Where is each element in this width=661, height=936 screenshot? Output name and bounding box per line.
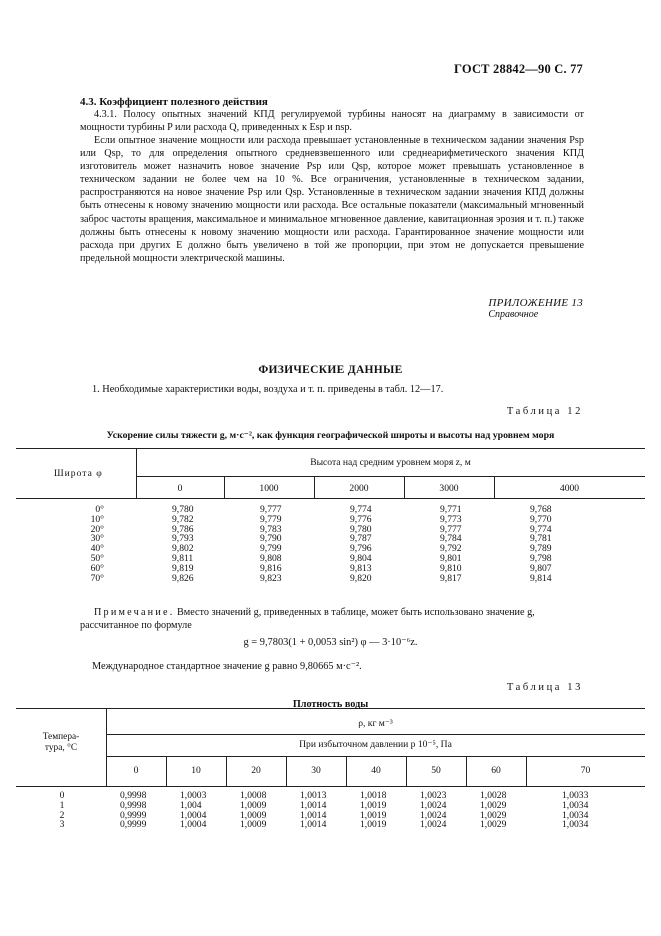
- table13-pressure-header-cell: 40: [371, 765, 381, 776]
- table13-value: 1,0014: [300, 819, 327, 831]
- table13-value: 1,0009: [240, 809, 267, 821]
- international-value: Международное стандартное значение g равно 9,80665 м·с⁻².: [92, 661, 362, 672]
- gravity-formula: g = 9,7803(1 + 0,0053 sin²) φ — 3·10⁻⁶z.: [243, 637, 418, 648]
- table13-col0-header: Темпера- тура, °С: [42, 732, 80, 753]
- table12-value: 9,796: [350, 543, 372, 555]
- table13-value: 0,9999: [120, 819, 147, 831]
- table12-latitude: 0°: [95, 504, 104, 515]
- table12-value: 9,819: [172, 562, 194, 574]
- table12-latitude: 60°: [90, 562, 104, 574]
- table13-pressure-header-cell: 10: [191, 765, 201, 776]
- table12-latitude: 50°: [90, 553, 104, 564]
- table12-value: 9,780: [172, 504, 194, 515]
- table12-latitude: 20°: [90, 523, 104, 535]
- table13-value: 1,0004: [180, 809, 207, 821]
- table13-value: 1,0014: [300, 809, 327, 821]
- note-text: Вместо значений g, приведенных в таблице, может быть использовано значение g, рассчитанное по формуле: [80, 607, 535, 631]
- table13-pressure-header-cell: 70: [580, 765, 591, 776]
- table12: [16, 448, 645, 598]
- main-title: ФИЗИЧЕСКИЕ ДАННЫЕ: [258, 364, 403, 376]
- table13-value: 1,0013: [300, 790, 327, 801]
- table13-value: 1,0029: [480, 809, 507, 821]
- table12-value: 9,787: [350, 533, 372, 545]
- table13-value: 1,0034: [562, 819, 589, 831]
- table12-value: 9,774: [530, 523, 552, 535]
- table13-value: 1,0009: [240, 799, 267, 811]
- table13-pressure-header-cell: 20: [251, 765, 261, 776]
- table12-value: 9,782: [172, 513, 194, 525]
- table12-group-header: Высота над средним уровнем моря z, м: [310, 457, 471, 468]
- table12-height-header: 0: [177, 483, 183, 494]
- table12-value: 9,820: [350, 572, 372, 584]
- note-prefix: Примечание.: [94, 607, 175, 618]
- table12-value: 9,777: [440, 523, 462, 535]
- table12-value: 9,798: [530, 553, 552, 564]
- table13-temperature: 2: [59, 809, 65, 821]
- table13-value: 1,0029: [480, 799, 507, 811]
- table12-value: 9,817: [440, 572, 462, 584]
- table12-title: Ускорение силы тяжести g, м·с⁻², как функция географической широты и высоты над уровнем моря: [106, 430, 555, 441]
- table12-height-header: 2000: [349, 483, 369, 494]
- table13-value: 1,004: [180, 799, 202, 811]
- table13-pressure-header-cell: 50: [431, 765, 441, 776]
- table12-latitude: 30°: [90, 533, 104, 545]
- table12-value: 9,792: [440, 543, 462, 555]
- table12-height-header: 3000: [439, 483, 459, 494]
- table12-col0-header: Широта φ: [54, 468, 103, 479]
- table13-value: 1,0034: [562, 809, 589, 821]
- table12-value: 9,768: [530, 504, 552, 515]
- table12-value: 9,826: [172, 572, 194, 584]
- table13-value: 1,0024: [420, 809, 447, 821]
- table13-value: 1,0004: [180, 819, 207, 831]
- table12-value: 9,814: [530, 572, 552, 584]
- table12-value: 9,808: [260, 553, 282, 564]
- table12-value: 9,776: [350, 513, 372, 525]
- table12-value: 9,784: [440, 533, 462, 545]
- appendix-title: ПРИЛОЖЕНИЕ 13: [488, 297, 583, 309]
- table12-value: 9,811: [172, 553, 194, 564]
- table13-value: 1,0014: [300, 799, 327, 811]
- table12-value: 9,813: [350, 562, 372, 574]
- table12-value: 9,770: [530, 513, 552, 525]
- appendix-subtitle: Справочное: [488, 309, 539, 320]
- table13-rho-header: ρ, кг м⁻³: [358, 718, 393, 729]
- table12-value: 9,786: [172, 523, 194, 535]
- table13-value: 1,0024: [420, 819, 447, 831]
- intro-text: 1. Необходимые характеристики воды, воздуха и т. п. приведены в табл. 12—17.: [92, 384, 444, 395]
- table13-value: 1,0034: [562, 799, 589, 811]
- table13-pressure-header-cell: 30: [311, 765, 321, 776]
- table12-label: Таблица 12: [506, 406, 583, 417]
- table13-value: 0,9999: [120, 809, 147, 821]
- table12-height-header: 1000: [259, 483, 279, 494]
- table13-pressure-header-cell: 0: [133, 765, 139, 776]
- table13-value: 1,0024: [420, 799, 447, 811]
- table13-value: 1,0029: [480, 819, 507, 831]
- table13-value: 1,0018: [360, 790, 387, 801]
- table12-value: 9,780: [350, 523, 372, 535]
- table12-value: 9,774: [350, 504, 372, 515]
- table13-pressure-header: При избыточном давлении p 10⁻⁵, Па: [299, 739, 452, 750]
- table13-value: 1,0019: [360, 819, 387, 831]
- table12-value: 9,801: [440, 553, 462, 564]
- table13-value: 1,0003: [180, 790, 207, 801]
- table13-value: 1,0019: [360, 799, 387, 811]
- table12-value: 9,823: [260, 572, 282, 584]
- table12-height-header: 4000: [559, 483, 580, 494]
- table12-value: 9,810: [440, 562, 462, 574]
- table13-temperature: 1: [59, 799, 65, 811]
- table12-note: [80, 606, 584, 632]
- table13: [16, 708, 645, 838]
- table13-value: 1,0033: [562, 790, 589, 801]
- table12-value: 9,789: [530, 543, 552, 555]
- section-paragraph-1: 4.3.1. Полосу опытных значений КПД регулируемой турбины наносят на диаграмму в зависимости от мощности турбины P или расхода Q, приведенных к Esp и nsp.: [80, 109, 584, 134]
- table12-value: 9,783: [260, 523, 282, 535]
- table13-temperature: 3: [59, 819, 65, 831]
- table13-value: 0,9998: [120, 790, 147, 801]
- section-paragraph-2: Если опытное значение мощности или расхода превышает установленные в техническом задании значения Psp или Qsp, то для определения опытного средневзвешенного или среднеарифметического значения КПД изготовитель может назначить новое значение Psp или Qsp, которое может превышать установленное в техническом задании не более чем на 10 %. Все ограничения, установленные в техническом задании, распространяются на новое значение Psp или Qsp. Установленные в техническом задании значения КПД должны быть отнесены к новому значению мощности или расхода. Все остальные показатели (максимальный мгновенный заброс частоты вращения, максимальное и минимальное мгновенное давление, кавитационная эрозия и т. п.) также должны быть отнесены к новому значению мощности или расхода. Гарантированное значение мощности или расхода при других E должно быть увеличено в той же пропорции, при этом не допускается превышение предельной мощности электрической машины.: [80, 135, 584, 264]
- page-header: ГОСТ 28842—90 С. 77: [454, 62, 583, 76]
- table12-value: 9,816: [260, 562, 282, 574]
- table12-value: 9,807: [530, 562, 552, 574]
- table12-latitude: 10°: [90, 513, 104, 525]
- table13-value: 1,0008: [240, 790, 267, 801]
- table13-temperature: 0: [59, 790, 65, 801]
- table12-value: 9,773: [440, 513, 462, 525]
- table12-value: 9,771: [440, 504, 462, 515]
- table12-value: 9,793: [172, 533, 194, 545]
- table13-value: 1,0023: [420, 790, 447, 801]
- table12-value: 9,802: [172, 543, 194, 555]
- section-title: 4.3. Коэффициент полезного действия: [80, 96, 268, 108]
- table12-value: 9,777: [260, 504, 282, 515]
- table12-value: 9,781: [530, 533, 552, 545]
- table13-pressure-header-cell: 60: [491, 765, 501, 776]
- table13-value: 1,0019: [360, 809, 387, 821]
- appendix-block: [488, 297, 583, 320]
- table12-value: 9,799: [260, 543, 282, 555]
- table12-value: 9,790: [260, 533, 282, 545]
- table12-value: 9,779: [260, 513, 282, 525]
- table12-latitude: 70°: [90, 572, 104, 584]
- table13-value: 0,9998: [120, 799, 147, 811]
- table13-title: Плотность воды: [292, 699, 369, 710]
- table13-label: Таблица 13: [506, 682, 583, 693]
- table13-value: 1,0009: [240, 819, 267, 831]
- table13-value: 1,0028: [480, 790, 507, 801]
- table12-value: 9,804: [350, 553, 372, 564]
- table12-latitude: 40°: [90, 543, 104, 555]
